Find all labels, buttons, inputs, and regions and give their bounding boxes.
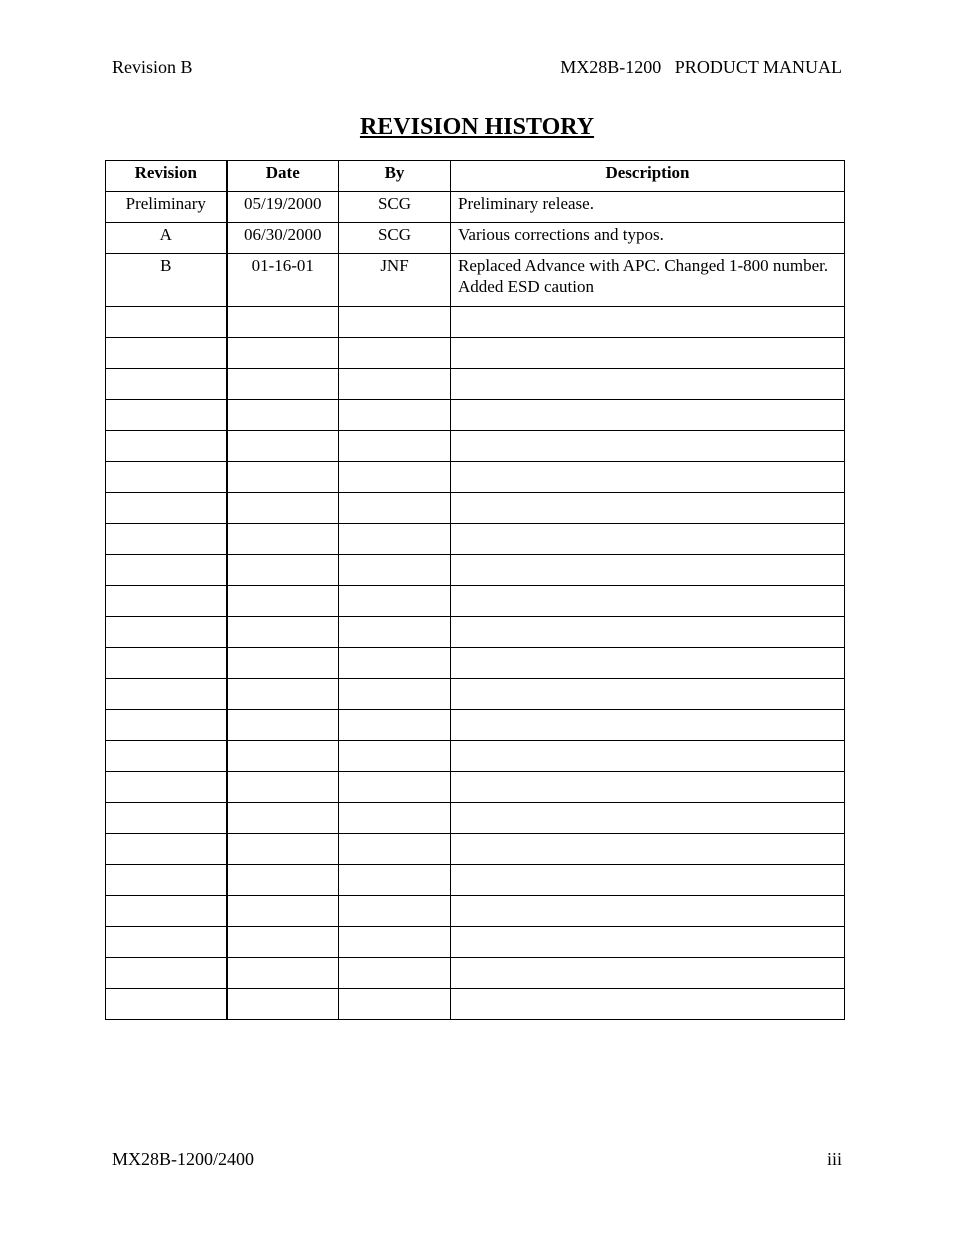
page-title: REVISION HISTORY (359, 114, 595, 140)
cell-revision-empty (106, 989, 227, 1020)
table-row-empty (106, 617, 845, 648)
cell-description: Various corrections and typos. (451, 223, 845, 254)
table-row-empty (106, 834, 845, 865)
cell-date-empty (227, 648, 339, 679)
cell-date-empty (227, 462, 339, 493)
cell-date: 06/30/2000 (227, 223, 339, 254)
table-row-empty (106, 338, 845, 369)
cell-date-empty (227, 958, 339, 989)
cell-date-empty (227, 741, 339, 772)
cell-description-empty (451, 896, 845, 927)
cell-by: JNF (339, 254, 451, 307)
cell-description-empty (451, 710, 845, 741)
table-row-empty (106, 524, 845, 555)
cell-date-empty (227, 555, 339, 586)
cell-date: 01-16-01 (227, 254, 339, 307)
table-row-empty (106, 803, 845, 834)
cell-by-empty (339, 648, 451, 679)
cell-by-empty (339, 462, 451, 493)
cell-date-empty (227, 369, 339, 400)
cell-revision-empty (106, 803, 227, 834)
cell-by: SCG (339, 223, 451, 254)
cell-revision-empty (106, 431, 227, 462)
cell-description-empty (451, 369, 845, 400)
cell-by-empty (339, 896, 451, 927)
cell-description-empty (451, 958, 845, 989)
table-row (106, 223, 845, 254)
table-row-empty (106, 493, 845, 524)
cell-description-empty (451, 834, 845, 865)
cell-date: 05/19/2000 (227, 192, 339, 223)
header-revision: Revision B (112, 57, 193, 77)
cell-description-empty (451, 803, 845, 834)
cell-revision: Preliminary (106, 192, 227, 223)
cell-revision-empty (106, 679, 227, 710)
cell-date-empty (227, 524, 339, 555)
cell-revision-empty (106, 338, 227, 369)
cell-date-empty (227, 710, 339, 741)
cell-by-empty (339, 431, 451, 462)
table-row-empty (106, 431, 845, 462)
cell-revision-empty (106, 493, 227, 524)
cell-revision-empty (106, 586, 227, 617)
table-row (106, 192, 845, 223)
cell-revision-empty (106, 710, 227, 741)
cell-revision-empty (106, 834, 227, 865)
table-row-empty (106, 679, 845, 710)
table-row-empty (106, 586, 845, 617)
cell-description-empty (451, 338, 845, 369)
cell-revision-empty (106, 307, 227, 338)
table-row-empty (106, 772, 845, 803)
cell-by-empty (339, 307, 451, 338)
cell-by-empty (339, 369, 451, 400)
cell-date-empty (227, 338, 339, 369)
table-row-empty (106, 369, 845, 400)
table-row-empty (106, 865, 845, 896)
col-header-revision: Revision (106, 161, 227, 192)
cell-description-empty (451, 493, 845, 524)
table-row-empty (106, 710, 845, 741)
cell-description-empty (451, 648, 845, 679)
cell-description-empty (451, 772, 845, 803)
cell-revision-empty (106, 896, 227, 927)
table-row-empty (106, 741, 845, 772)
cell-date-empty (227, 307, 339, 338)
cell-by-empty (339, 400, 451, 431)
table-row-empty (106, 896, 845, 927)
cell-by-empty (339, 710, 451, 741)
cell-by-empty (339, 989, 451, 1020)
table-row-empty (106, 555, 845, 586)
cell-revision-empty (106, 400, 227, 431)
col-header-description: Description (451, 161, 845, 192)
cell-date-empty (227, 803, 339, 834)
cell-by-empty (339, 803, 451, 834)
cell-description-empty (451, 865, 845, 896)
cell-date-empty (227, 927, 339, 958)
cell-revision-empty (106, 369, 227, 400)
cell-date-empty (227, 617, 339, 648)
cell-revision-empty (106, 648, 227, 679)
cell-description-empty (451, 927, 845, 958)
cell-by-empty (339, 586, 451, 617)
cell-by: SCG (339, 192, 451, 223)
cell-date-empty (227, 989, 339, 1020)
cell-by-empty (339, 741, 451, 772)
cell-date-empty (227, 834, 339, 865)
table-header-row (106, 161, 845, 192)
cell-revision-empty (106, 555, 227, 586)
col-header-by: By (339, 161, 451, 192)
cell-revision-empty (106, 865, 227, 896)
header-manual-title: MX28B-1200 PRODUCT MANUAL (560, 57, 842, 77)
table-row (106, 254, 845, 307)
cell-by-empty (339, 338, 451, 369)
cell-by-empty (339, 834, 451, 865)
cell-revision: A (106, 223, 227, 254)
cell-revision-empty (106, 462, 227, 493)
cell-by-empty (339, 865, 451, 896)
cell-date-empty (227, 865, 339, 896)
table-row-empty (106, 927, 845, 958)
cell-revision-empty (106, 772, 227, 803)
cell-date-empty (227, 431, 339, 462)
table-row-empty (106, 989, 845, 1020)
table-row-empty (106, 400, 845, 431)
cell-description-empty (451, 462, 845, 493)
revision-table (105, 160, 845, 1020)
table-row-empty (106, 958, 845, 989)
cell-description: Replaced Advance with APC. Changed 1-800 number. Added ESD caution (451, 254, 845, 307)
table-row-empty (106, 462, 845, 493)
table-row-empty (106, 307, 845, 338)
cell-revision-empty (106, 617, 227, 648)
cell-revision-empty (106, 958, 227, 989)
cell-by-empty (339, 958, 451, 989)
cell-revision-empty (106, 524, 227, 555)
cell-description-empty (451, 989, 845, 1020)
table-row-empty (106, 648, 845, 679)
cell-date-empty (227, 679, 339, 710)
col-header-date: Date (227, 161, 339, 192)
cell-date-empty (227, 586, 339, 617)
footer-page-number: iii (826, 1149, 842, 1169)
cell-revision-empty (106, 741, 227, 772)
cell-by-empty (339, 772, 451, 803)
cell-description: Preliminary release. (451, 192, 845, 223)
cell-description-empty (451, 307, 845, 338)
cell-description-empty (451, 617, 845, 648)
cell-description-empty (451, 555, 845, 586)
cell-revision: B (106, 254, 227, 307)
cell-date-empty (227, 772, 339, 803)
cell-by-empty (339, 617, 451, 648)
cell-by-empty (339, 927, 451, 958)
cell-by-empty (339, 524, 451, 555)
cell-by-empty (339, 555, 451, 586)
cell-revision-empty (106, 927, 227, 958)
cell-date-empty (227, 896, 339, 927)
cell-by-empty (339, 679, 451, 710)
cell-description-empty (451, 524, 845, 555)
footer-model: MX28B-1200/2400 (112, 1149, 255, 1169)
cell-by-empty (339, 493, 451, 524)
cell-date-empty (227, 400, 339, 431)
cell-description-empty (451, 679, 845, 710)
cell-description-empty (451, 741, 845, 772)
cell-date-empty (227, 493, 339, 524)
cell-description-empty (451, 400, 845, 431)
cell-description-empty (451, 431, 845, 462)
cell-description-empty (451, 586, 845, 617)
